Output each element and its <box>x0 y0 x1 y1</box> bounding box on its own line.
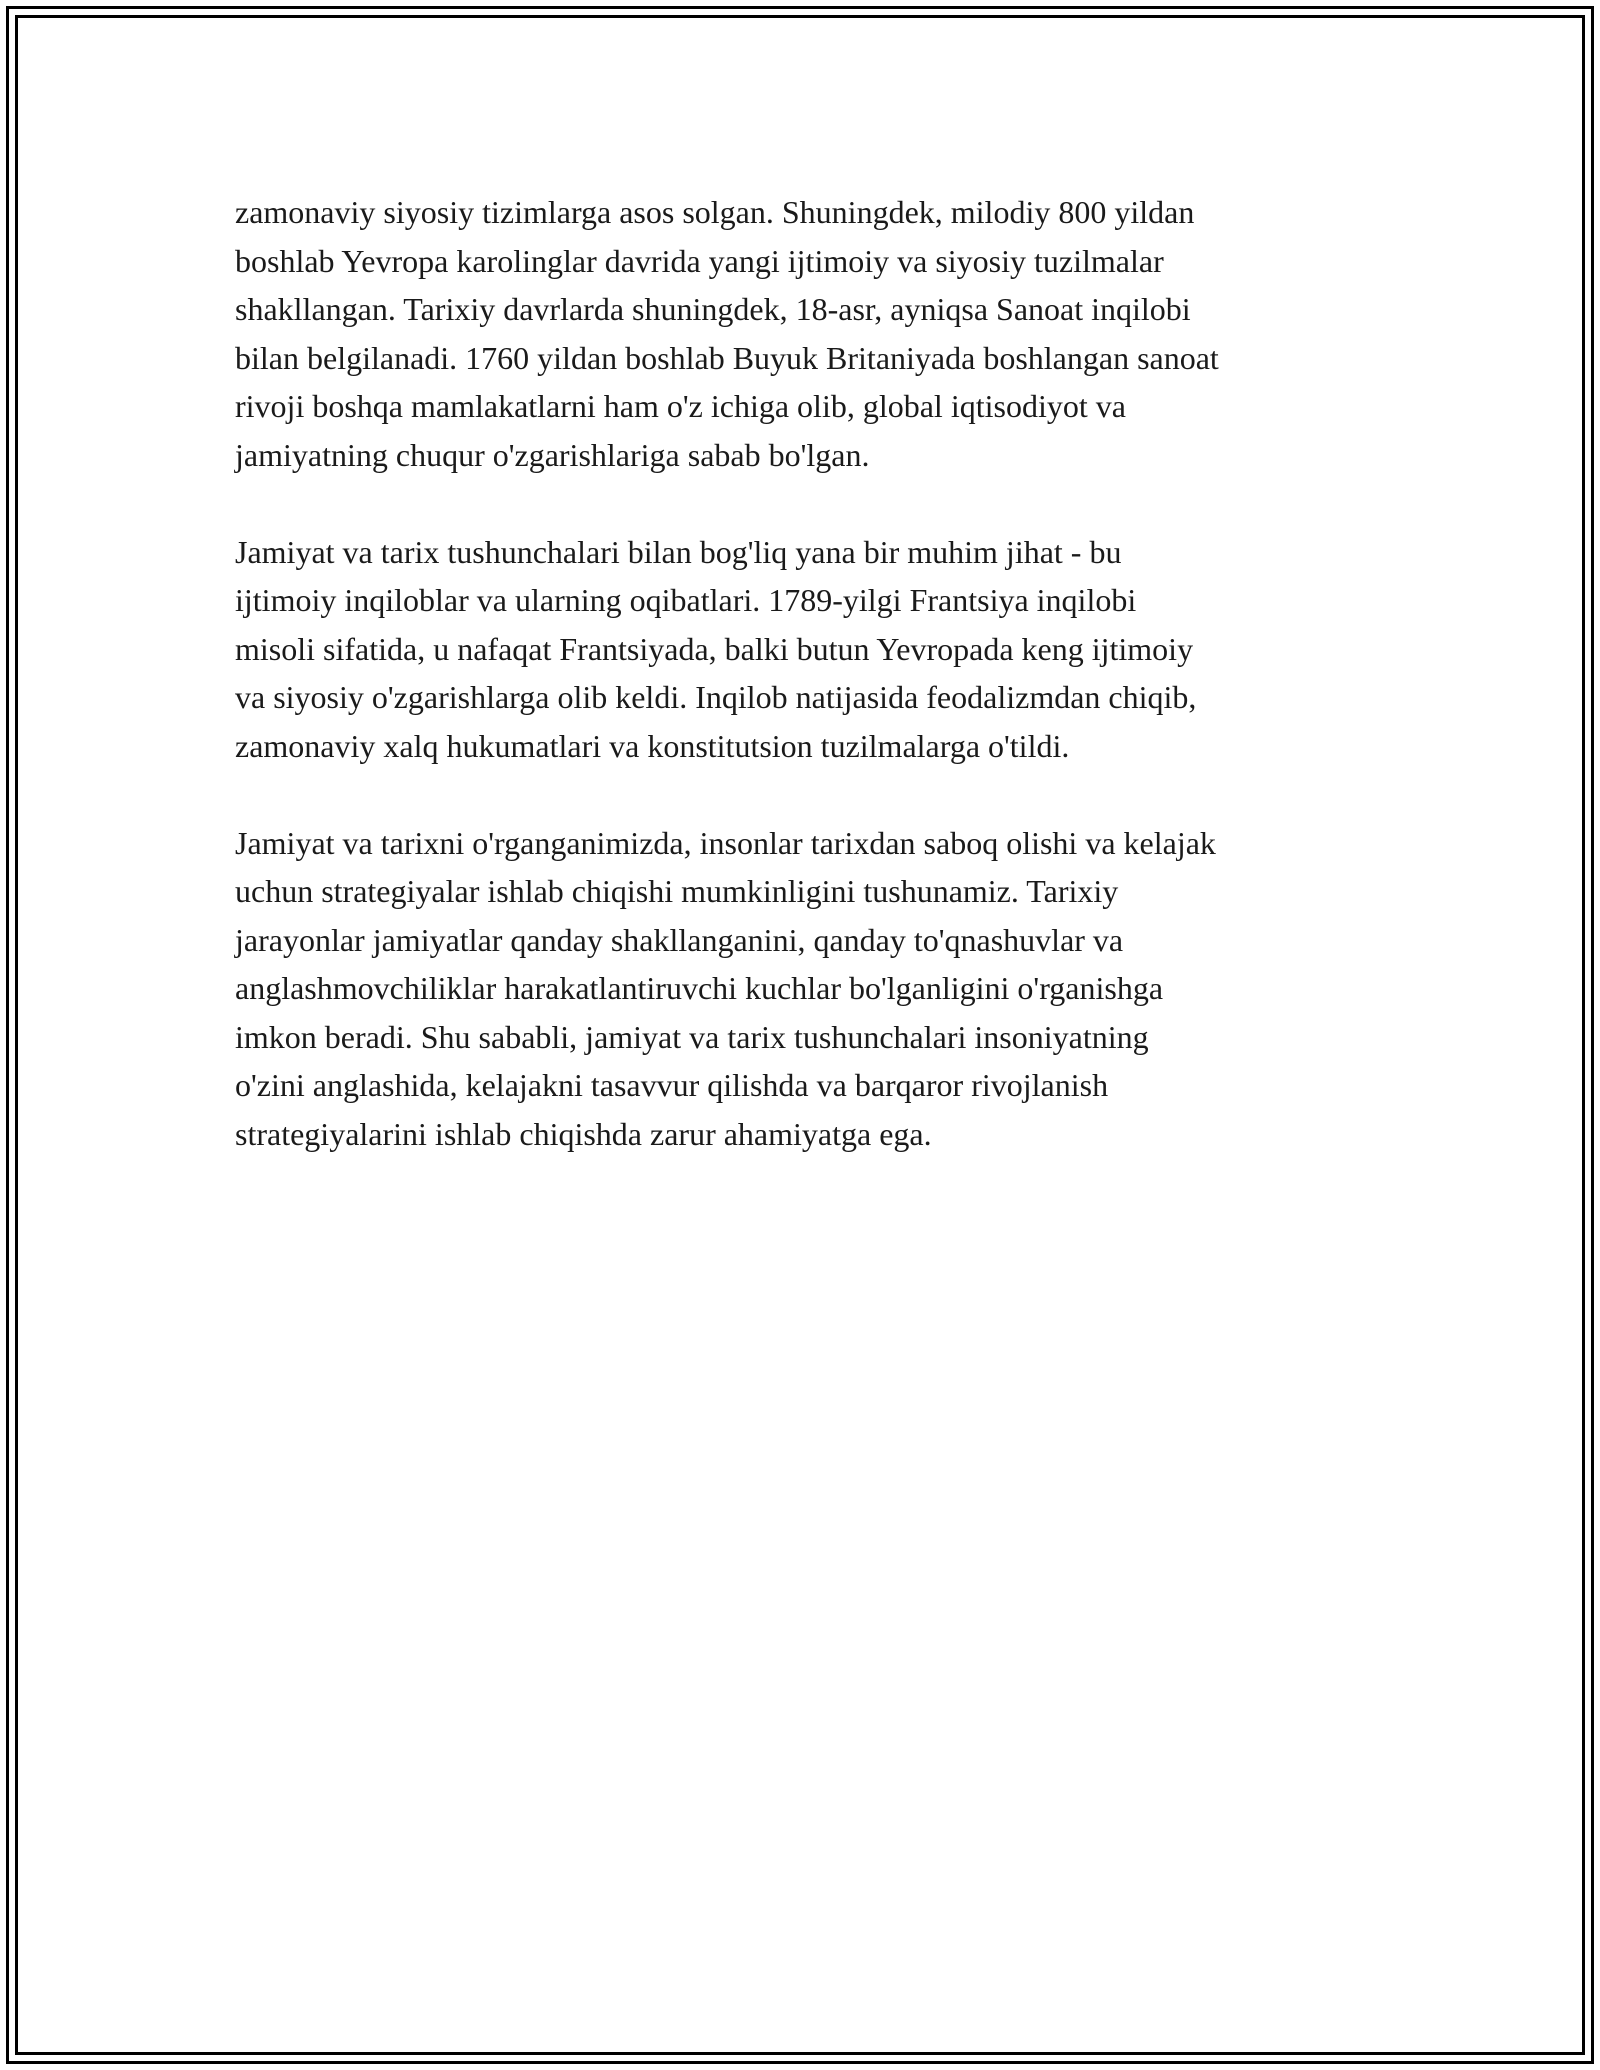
text-line: jamiyatning chuqur o'zgarishlariga sabab bo'lgan. <box>235 436 870 473</box>
document-body <box>235 188 1375 1158</box>
text-line: Jamiyat va tarixni o'rganganimizda, insonlar tarixdan saboq olishi va kelajak <box>235 824 1216 861</box>
text-line: strategiyalarini ishlab chiqishda zarur ahamiyatga ega. <box>235 1115 932 1152</box>
text-line: shakllangan. Tarixiy davrlarda shuningdek, 18-asr, ayniqsa Sanoat inqilobi <box>235 291 1191 327</box>
text-line: jarayonlar jamiyatlar qanday shakllanganini, qanday to'qnashuvlar va <box>235 921 1124 958</box>
paragraph-1 <box>235 188 1375 479</box>
text-line: va siyosiy o'zgarishlarga olib keldi. Inqilob natijasida feodalizmdan chiqib, <box>235 679 1197 715</box>
text-line: zamonaviy xalq hukumatlari va konstitutsion tuzilmalarga o'tildi. <box>235 727 1070 764</box>
text-line: imkon beradi. Shu sababli, jamiyat va tarix tushunchalari insoniyatning <box>235 1018 1149 1055</box>
text-line: bilan belgilanadi. 1760 yildan boshlab Buyuk Britaniyada boshlangan sanoat <box>235 339 1219 376</box>
text-line: misoli sifatida, u nafaqat Frantsiyada, balki butun Yevropada keng ijtimoiy <box>235 630 1194 667</box>
paragraph-2 <box>235 528 1375 771</box>
text-line: boshlab Yevropa karolinglar davrida yangi ijtimoiy va siyosiy tuzilmalar <box>235 242 1164 279</box>
text-line: uchun strategiyalar ishlab chiqishi mumkinligini tushunamiz. Tarixiy <box>235 873 1119 909</box>
text-line: ijtimoiy inqiloblar va ularning oqibatlari. 1789-yilgi Frantsiya inqilobi <box>235 582 1137 618</box>
text-line: zamonaviy siyosiy tizimlarga asos solgan. Shuningdek, milodiy 800 yildan <box>235 194 1195 230</box>
text-line: o'zini anglashida, kelajakni tasavvur qilishda va barqaror rivojlanish <box>235 1067 1109 1103</box>
paragraph-3 <box>235 819 1375 1159</box>
text-line: rivoji boshqa mamlakatlarni ham o'z ichiga olib, global iqtisodiyot va <box>235 388 1126 424</box>
text-line: Jamiyat va tarix tushunchalari bilan bog'liq yana bir muhim jihat - bu <box>235 533 1122 570</box>
text-line: anglashmovchiliklar harakatlantiruvchi kuchlar bo'lganligini o'rganishga <box>235 970 1164 1006</box>
